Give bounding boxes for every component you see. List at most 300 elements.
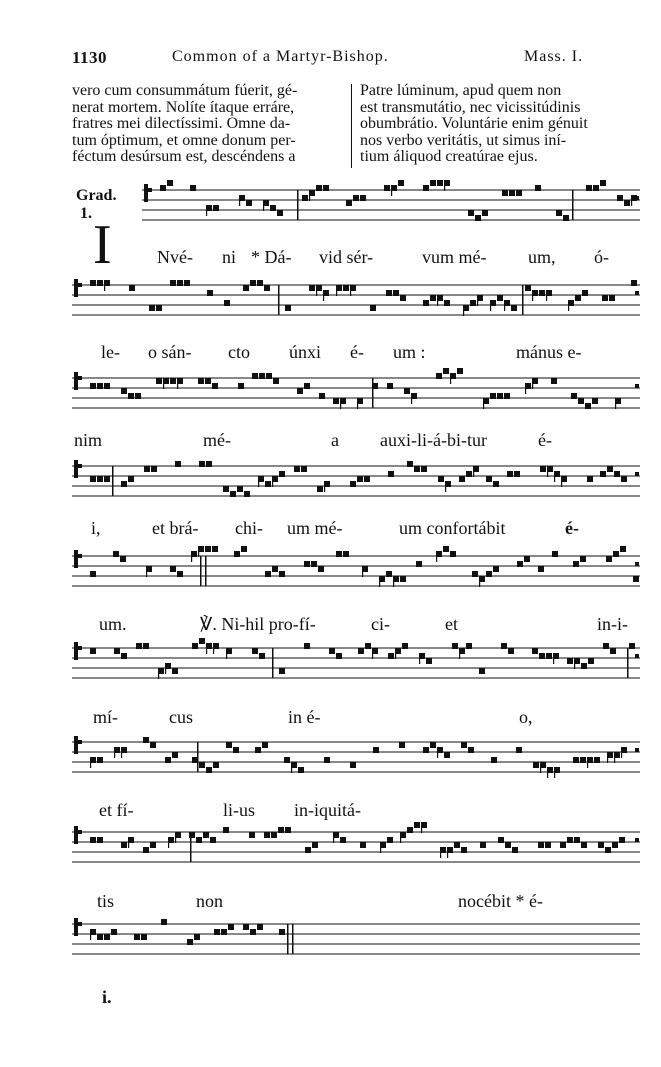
- clef-mark: [74, 372, 78, 390]
- gradual-title: Grad.: [76, 187, 117, 204]
- neume: [567, 837, 573, 843]
- neume: [581, 663, 587, 669]
- neume: [508, 648, 514, 654]
- neume: [170, 280, 176, 286]
- neume: [400, 295, 406, 301]
- neume-stem: [391, 185, 392, 196]
- gradual-mode: 1.: [80, 205, 92, 222]
- neume-stem: [90, 929, 91, 940]
- staff-7-svg: [72, 732, 640, 787]
- neume: [317, 486, 323, 492]
- neume-stem: [400, 832, 401, 843]
- neume: [279, 571, 285, 577]
- neume: [511, 305, 517, 311]
- lyric-syllable: nim: [74, 430, 103, 450]
- neume: [156, 305, 162, 311]
- neume: [443, 546, 449, 552]
- clef-mark: [74, 460, 78, 478]
- neume: [404, 388, 410, 394]
- neume: [285, 827, 291, 833]
- neume: [350, 481, 356, 487]
- bar-line: [272, 648, 274, 678]
- neume: [238, 383, 244, 389]
- neume: [393, 290, 399, 296]
- neume: [233, 747, 239, 753]
- custos: [635, 654, 639, 658]
- neume: [150, 842, 156, 848]
- neume-stem: [547, 466, 548, 477]
- neume: [457, 368, 463, 374]
- staff-4-svg: [72, 456, 640, 511]
- neume-stem: [128, 837, 129, 848]
- neume: [466, 471, 472, 477]
- custos: [635, 838, 639, 842]
- neume: [578, 398, 584, 404]
- neume: [444, 752, 450, 758]
- neume: [144, 466, 150, 472]
- neume: [436, 373, 442, 379]
- custos: [635, 384, 639, 388]
- music-staff-1: [142, 180, 640, 230]
- neume: [165, 757, 171, 763]
- neume: [475, 215, 481, 221]
- neume-stem: [554, 767, 555, 778]
- neume-stem: [477, 295, 478, 306]
- neume-stem: [532, 378, 533, 389]
- lyric-syllable: é-: [538, 430, 552, 450]
- neume: [388, 653, 394, 659]
- bar-line: [372, 378, 374, 408]
- staff-9-svg: [72, 914, 640, 969]
- neume: [430, 295, 436, 301]
- neume: [507, 471, 513, 477]
- neume-stem: [554, 471, 555, 482]
- neume-stem: [379, 576, 380, 587]
- bar-line: [627, 648, 629, 678]
- lyric-syllable: cus: [169, 707, 193, 727]
- custos: [635, 748, 639, 752]
- neume-stem: [540, 762, 541, 773]
- neume: [472, 571, 478, 577]
- neume: [552, 551, 558, 557]
- neume: [189, 832, 195, 838]
- neume: [421, 466, 427, 472]
- lyric-syllable: * Dá-: [251, 247, 292, 267]
- neume: [574, 837, 580, 843]
- neume-stem: [436, 551, 437, 562]
- lyric-syllable: in-i-: [597, 614, 628, 634]
- neume: [454, 842, 460, 848]
- neume-stem: [473, 466, 474, 477]
- neume: [170, 378, 176, 384]
- staff-2-svg: [72, 275, 640, 330]
- neume: [539, 290, 545, 296]
- music-staff-6: [72, 638, 640, 688]
- neume: [97, 757, 103, 763]
- neume: [399, 742, 405, 748]
- lyric-syllable: um,: [528, 247, 556, 267]
- neume: [585, 403, 591, 409]
- neume: [264, 285, 270, 291]
- neume-stem: [372, 648, 373, 659]
- neume: [430, 180, 436, 186]
- clef-mark: [74, 736, 78, 754]
- neume: [301, 466, 307, 472]
- neume: [104, 934, 110, 940]
- custos: [635, 472, 639, 476]
- neume: [343, 551, 349, 557]
- neume-stem: [239, 195, 240, 206]
- neume: [614, 471, 620, 477]
- neume-stem: [177, 378, 178, 389]
- neume: [573, 757, 579, 763]
- lyric-syllable: li-us: [223, 800, 256, 820]
- neume: [365, 643, 371, 649]
- neume: [340, 837, 346, 843]
- neume-stem: [459, 648, 460, 659]
- prose-line: obumbrátio. Voluntárie enim génuit: [360, 115, 588, 132]
- neume: [612, 842, 618, 848]
- neume: [196, 837, 202, 843]
- clef-mark: [78, 646, 82, 650]
- neume: [121, 842, 127, 848]
- neume: [237, 486, 243, 492]
- clef-mark: [78, 376, 82, 380]
- neume-stem: [121, 747, 122, 758]
- lyric-syllable: non: [196, 891, 223, 911]
- neume: [213, 762, 219, 768]
- neume-stem: [547, 767, 548, 778]
- neume: [90, 280, 96, 286]
- neume: [121, 481, 127, 487]
- prose-line: nerat mortem. Nolíte ítaque erráre,: [72, 98, 295, 116]
- neume-stem: [615, 398, 616, 409]
- bar-line: [205, 556, 207, 586]
- neume: [580, 757, 586, 763]
- neume: [594, 757, 600, 763]
- neume: [318, 566, 324, 572]
- neume: [567, 658, 573, 664]
- lyric-syllable: i,: [91, 518, 101, 538]
- neume: [538, 566, 544, 572]
- neume: [316, 185, 322, 191]
- neume: [273, 378, 279, 384]
- neume-stem: [568, 300, 569, 311]
- neume: [437, 180, 443, 186]
- neume-stem: [104, 280, 105, 291]
- neume: [516, 747, 522, 753]
- neume: [493, 481, 499, 487]
- staff-5-svg: [72, 546, 640, 601]
- prose-line: Patre lúminum, apud quem non: [360, 82, 562, 99]
- neume: [271, 832, 277, 838]
- neume: [516, 190, 522, 196]
- neume: [603, 643, 609, 649]
- neume: [588, 658, 594, 664]
- neume: [90, 476, 96, 482]
- neume: [610, 648, 616, 654]
- neume-stem: [191, 551, 192, 562]
- neume: [551, 378, 557, 384]
- lyric-syllable: auxi-li-á-bi-tur: [380, 430, 487, 450]
- neume: [143, 737, 149, 743]
- neume: [517, 561, 523, 567]
- neume-stem: [114, 747, 115, 758]
- neume-stem: [532, 290, 533, 301]
- neume: [468, 210, 474, 216]
- lyric-syllable: i.: [102, 987, 112, 1007]
- neume: [490, 393, 496, 399]
- neume: [573, 561, 579, 567]
- clef-mark: [78, 740, 82, 744]
- neume: [461, 742, 467, 748]
- lyric-syllable: chi-: [235, 518, 263, 538]
- neume: [423, 747, 429, 753]
- neume: [430, 742, 436, 748]
- page-header: [72, 48, 640, 72]
- neume: [252, 373, 258, 379]
- neume: [228, 924, 234, 930]
- neume: [468, 747, 474, 753]
- neume: [509, 190, 515, 196]
- bar-line: [112, 466, 114, 496]
- lyric-syllable: vum mé-: [422, 247, 487, 267]
- neume-stem: [504, 300, 505, 311]
- neume-stem: [263, 200, 264, 211]
- page-number: 1130: [72, 48, 108, 67]
- neume: [257, 280, 263, 286]
- neume: [279, 471, 285, 477]
- neume: [90, 571, 96, 577]
- neume: [624, 200, 630, 206]
- neume: [266, 373, 272, 379]
- neume: [414, 822, 420, 828]
- neume-stem: [206, 205, 207, 216]
- neume-stem: [213, 643, 214, 654]
- neume: [533, 762, 539, 768]
- neume-stem: [226, 648, 227, 659]
- neume: [192, 757, 198, 763]
- prose-line: nos verbo veritátis, ut simus iní-: [360, 131, 567, 149]
- neume: [407, 827, 413, 833]
- neume: [230, 491, 236, 497]
- neume: [198, 378, 204, 384]
- bar-line: [200, 556, 202, 586]
- neume: [212, 383, 218, 389]
- lyric-syllable: o,: [519, 707, 533, 727]
- neume: [621, 476, 627, 482]
- neume-stem: [146, 566, 147, 577]
- neume-stem: [165, 663, 166, 674]
- neume-stem: [380, 842, 381, 853]
- neume: [111, 929, 117, 935]
- neume: [207, 290, 213, 296]
- neume: [206, 767, 212, 773]
- neume: [593, 185, 599, 191]
- neume-stem: [553, 653, 554, 664]
- neume: [113, 551, 119, 557]
- neume: [414, 466, 420, 472]
- neume: [580, 556, 586, 562]
- neume: [272, 566, 278, 572]
- lyric-syllable: a: [331, 430, 339, 450]
- neume: [172, 668, 178, 674]
- neume: [234, 551, 240, 557]
- neume: [143, 643, 149, 649]
- neume-stem: [258, 476, 259, 487]
- neume-stem: [362, 566, 363, 577]
- prose-line: tum óptimum, et omne donum per-: [72, 131, 296, 149]
- lyric-syllable: ó-: [594, 247, 609, 267]
- neume: [535, 185, 541, 191]
- neume: [244, 491, 250, 497]
- prose-line: est transmutátio, nec vicissitúdinis: [360, 98, 581, 116]
- neume: [221, 929, 227, 935]
- neume: [329, 648, 335, 654]
- neume-stem: [309, 190, 310, 201]
- neume: [121, 653, 127, 659]
- neume: [514, 471, 520, 477]
- neume: [97, 934, 103, 940]
- neume: [452, 643, 458, 649]
- prose-line: vero cum consummátum fúerit, gé-: [72, 82, 298, 99]
- lyric-syllable: et fí-: [99, 800, 134, 820]
- neume: [602, 295, 608, 301]
- neume: [135, 393, 141, 399]
- lyric-syllable: mí-: [93, 707, 118, 727]
- neume: [620, 546, 626, 552]
- lyric-syllable: in é-: [288, 707, 321, 727]
- lyric-syllable: et brá-: [152, 518, 199, 538]
- neume: [586, 185, 592, 191]
- neume-stem: [336, 285, 337, 296]
- prose-line: tium áliquod creatúrae ejus.: [360, 148, 538, 165]
- neume: [128, 393, 134, 399]
- clef-mark: [144, 184, 148, 202]
- neume: [336, 653, 342, 659]
- neume: [134, 934, 140, 940]
- neume-stem: [323, 290, 324, 301]
- neume: [170, 566, 176, 572]
- neume: [423, 300, 429, 306]
- neume: [241, 546, 247, 552]
- neume-stem: [357, 398, 358, 409]
- neume: [631, 280, 637, 286]
- neume-stem: [587, 757, 588, 768]
- neume: [312, 842, 318, 848]
- neume-stem: [444, 180, 445, 191]
- neume: [156, 378, 162, 384]
- neume: [149, 305, 155, 311]
- neume: [205, 546, 211, 552]
- neume: [491, 757, 497, 763]
- neume: [243, 924, 249, 930]
- neume: [540, 466, 546, 472]
- bar-line: [297, 190, 299, 220]
- neume: [177, 571, 183, 577]
- neume-stem: [291, 762, 292, 773]
- custos: [635, 562, 639, 566]
- neume: [210, 837, 216, 843]
- neume: [199, 638, 205, 644]
- neume: [212, 546, 218, 552]
- neume: [264, 832, 270, 838]
- neume: [486, 571, 492, 577]
- neume-stem: [445, 481, 446, 492]
- neume: [161, 919, 167, 925]
- neume: [387, 837, 393, 843]
- lyric-syllable: vid sér-: [319, 247, 374, 267]
- bar-line: [522, 285, 524, 315]
- neume: [255, 747, 261, 753]
- neume: [486, 476, 492, 482]
- neume: [184, 280, 190, 286]
- neume: [213, 205, 219, 211]
- neume: [265, 571, 271, 577]
- neume-stem: [447, 847, 448, 858]
- neume: [372, 383, 378, 389]
- neume: [199, 461, 205, 467]
- neume: [192, 643, 198, 649]
- neume: [386, 571, 392, 577]
- neume: [607, 466, 613, 472]
- neume-stem: [395, 648, 396, 659]
- neume: [461, 847, 467, 853]
- neume-stem: [463, 305, 464, 316]
- neume: [504, 393, 510, 399]
- neume: [386, 290, 392, 296]
- neume-stem: [316, 285, 317, 296]
- neume: [128, 476, 134, 482]
- neume: [129, 285, 135, 291]
- neume-stem: [324, 481, 325, 492]
- neume: [497, 393, 503, 399]
- neume-stem: [479, 576, 480, 587]
- lyric-syllable: ci-: [371, 614, 390, 634]
- neume-stem: [175, 832, 176, 843]
- clef-mark: [78, 464, 82, 468]
- neume: [545, 842, 551, 848]
- prose-line: fratres mei dilectíssimi. Omne da-: [72, 115, 291, 132]
- neume-stem: [546, 290, 547, 301]
- neume: [90, 837, 96, 843]
- lyric-syllable: um mé-: [287, 518, 343, 538]
- neume: [167, 180, 173, 186]
- neume-stem: [393, 576, 394, 587]
- clef-mark: [78, 830, 82, 834]
- staff-6-svg: [72, 638, 640, 693]
- neume: [177, 280, 183, 286]
- neume: [609, 295, 615, 301]
- lyric-syllable: Nvé-: [157, 247, 193, 267]
- neume: [563, 215, 569, 221]
- clef-mark: [78, 554, 82, 558]
- neume: [319, 393, 325, 399]
- neume: [243, 285, 249, 291]
- lyric-syllable: um confortábit: [399, 518, 506, 538]
- neume-stem: [450, 373, 451, 384]
- neume: [370, 305, 376, 311]
- neume: [224, 300, 230, 306]
- neume: [121, 388, 127, 394]
- neume: [175, 461, 181, 467]
- lyric-syllable: cto: [228, 342, 250, 362]
- neume: [324, 757, 330, 763]
- neume-stem: [525, 383, 526, 394]
- neume: [143, 847, 149, 853]
- lyric-syllable: mánus e-: [516, 342, 582, 362]
- lyric-syllable: um :: [393, 342, 426, 362]
